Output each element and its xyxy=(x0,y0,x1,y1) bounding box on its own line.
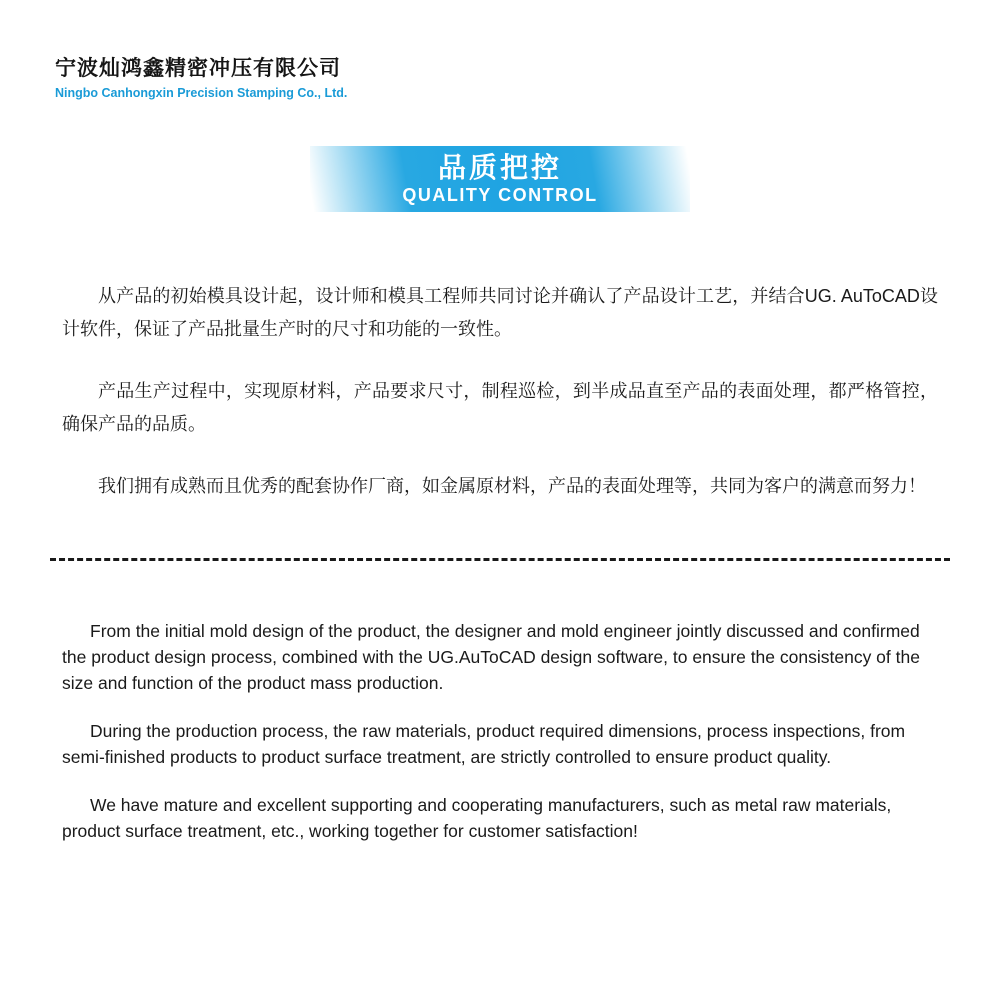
paragraph-english-3: We have mature and excellent supporting and cooperating manufacturers, such as metal raw materials, product surface treatment, etc., working together for customer satisfaction! xyxy=(62,795,892,841)
banner-title-english: QUALITY CONTROL xyxy=(402,185,598,205)
company-name-chinese: 宁波灿鸿鑫精密冲压有限公司 xyxy=(55,57,341,80)
paragraph-english-2: During the production process, the raw materials, product required dimensions, process inspections, from semi-finished products to product surface treatment, are strictly controlled to ensure product quality. xyxy=(62,721,906,767)
company-header xyxy=(55,52,347,100)
paragraph-chinese-2: 产品生产过程中，实现原材料，产品要求尺寸，制程巡检，到半成品直至产品的表面处理，都严格管控，确保产品的品质。 xyxy=(62,381,938,434)
quality-control-banner xyxy=(310,146,690,212)
company-name-english: Ningbo Canhongxin Precision Stamping Co., Ltd. xyxy=(55,86,348,100)
paragraph-english-1: From the initial mold design of the product, the designer and mold engineer jointly discussed and confirmed the product design process, combined with the UG.AuToCAD design software, to ensure the consistency of the size and function of the product mass production. xyxy=(62,621,920,693)
content-body xyxy=(62,280,938,866)
banner-title-chinese: 品质把控 xyxy=(437,152,562,183)
paragraph-chinese-3: 我们拥有成熟而且优秀的配套协作厂商，如金属原材料，产品的表面处理等，共同为客户的满意而努力！ xyxy=(98,476,926,496)
paragraph-chinese-1: 从产品的初始模具设计起，设计师和模具工程师共同讨论并确认了产品设计工艺，并结合UG. AuToCAD设计软件，保证了产品批量生产时的尺寸和功能的一致性。 xyxy=(62,286,938,339)
dashed-divider xyxy=(50,558,950,561)
